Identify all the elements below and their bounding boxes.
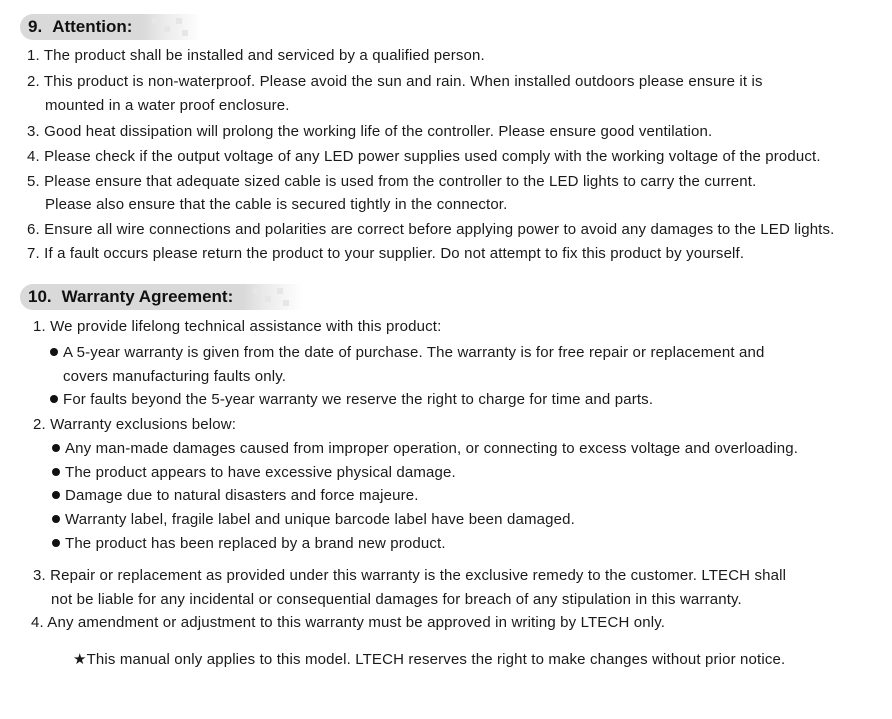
warranty-bullet: A 5-year warranty is given from the date of purchase. The warranty is for free repair or replacement and [50, 344, 764, 362]
warranty-item-continuation: not be liable for any incidental or consequential damages for breach of any stipulation in this warranty. [51, 591, 742, 608]
bullet-icon [52, 444, 60, 452]
heading-fade-decoration [243, 284, 303, 310]
attention-item: 7. If a fault occurs please return the product to your supplier. Do not attempt to fix this product by yourself. [27, 245, 745, 262]
warranty-bullet-continuation: covers manufacturing faults only. [63, 368, 287, 385]
notice-line [73, 651, 785, 669]
warranty-exclusion: The product appears to have excessive physical damage. [52, 464, 456, 482]
heading-fade-decoration [142, 14, 202, 40]
bullet-icon [52, 468, 60, 476]
warranty-item: 2. Warranty exclusions below: [33, 416, 237, 433]
warranty-exclusion: The product has been replaced by a brand new product. [52, 535, 446, 553]
warranty-exclusion: Damage due to natural disasters and force majeure. [52, 487, 419, 505]
bullet-icon [52, 515, 60, 523]
attention-item: 5. Please ensure that adequate sized cable is used from the controller to the LED lights to carry the current. [27, 173, 757, 190]
attention-item: 4. Please check if the output voltage of any LED power supplies used comply with the working voltage of the product. [27, 148, 821, 165]
attention-item-continuation: Please also ensure that the cable is secured tightly in the connector. [45, 196, 508, 213]
warranty-item: 3. Repair or replacement as provided under this warranty is the exclusive remedy to the customer. LTECH shall [33, 567, 787, 584]
attention-section-number: 9. [28, 17, 43, 36]
attention-item-continuation: mounted in a water proof enclosure. [45, 97, 290, 114]
bullet-icon [50, 395, 58, 403]
warranty-bullet: For faults beyond the 5-year warranty we reserve the right to charge for time and parts. [50, 391, 653, 409]
warranty-section-number: 10. [28, 287, 52, 306]
notice-text: This manual only applies to this model. LTECH reserves the right to make changes without prior notice. [86, 651, 786, 668]
attention-item: 1. The product shall be installed and serviced by a qualified person. [27, 47, 485, 64]
attention-heading [20, 14, 202, 40]
attention-title: Attention: [52, 17, 133, 36]
bullet-icon [50, 348, 58, 356]
attention-item: 3. Good heat dissipation will prolong the working life of the controller. Please ensure good ventilation. [27, 123, 713, 140]
warranty-title: Warranty Agreement: [61, 287, 234, 306]
bullet-icon [52, 539, 60, 547]
warranty-heading [20, 284, 303, 310]
attention-item: 2. This product is non-waterproof. Please avoid the sun and rain. When installed outdoors please ensure it is [27, 73, 763, 90]
warranty-exclusion: Any man-made damages caused from improper operation, or connecting to excess voltage and overloading. [52, 440, 798, 458]
warranty-item: 1. We provide lifelong technical assistance with this product: [33, 318, 442, 335]
star-icon: ★ [73, 651, 87, 668]
warranty-exclusion: Warranty label, fragile label and unique barcode label have been damaged. [52, 511, 575, 529]
bullet-icon [52, 491, 60, 499]
attention-item: 6. Ensure all wire connections and polarities are correct before applying power to avoid any damages to the LED lights. [27, 221, 835, 238]
warranty-item: 4. Any amendment or adjustment to this warranty must be approved in writing by LTECH only. [31, 614, 666, 631]
